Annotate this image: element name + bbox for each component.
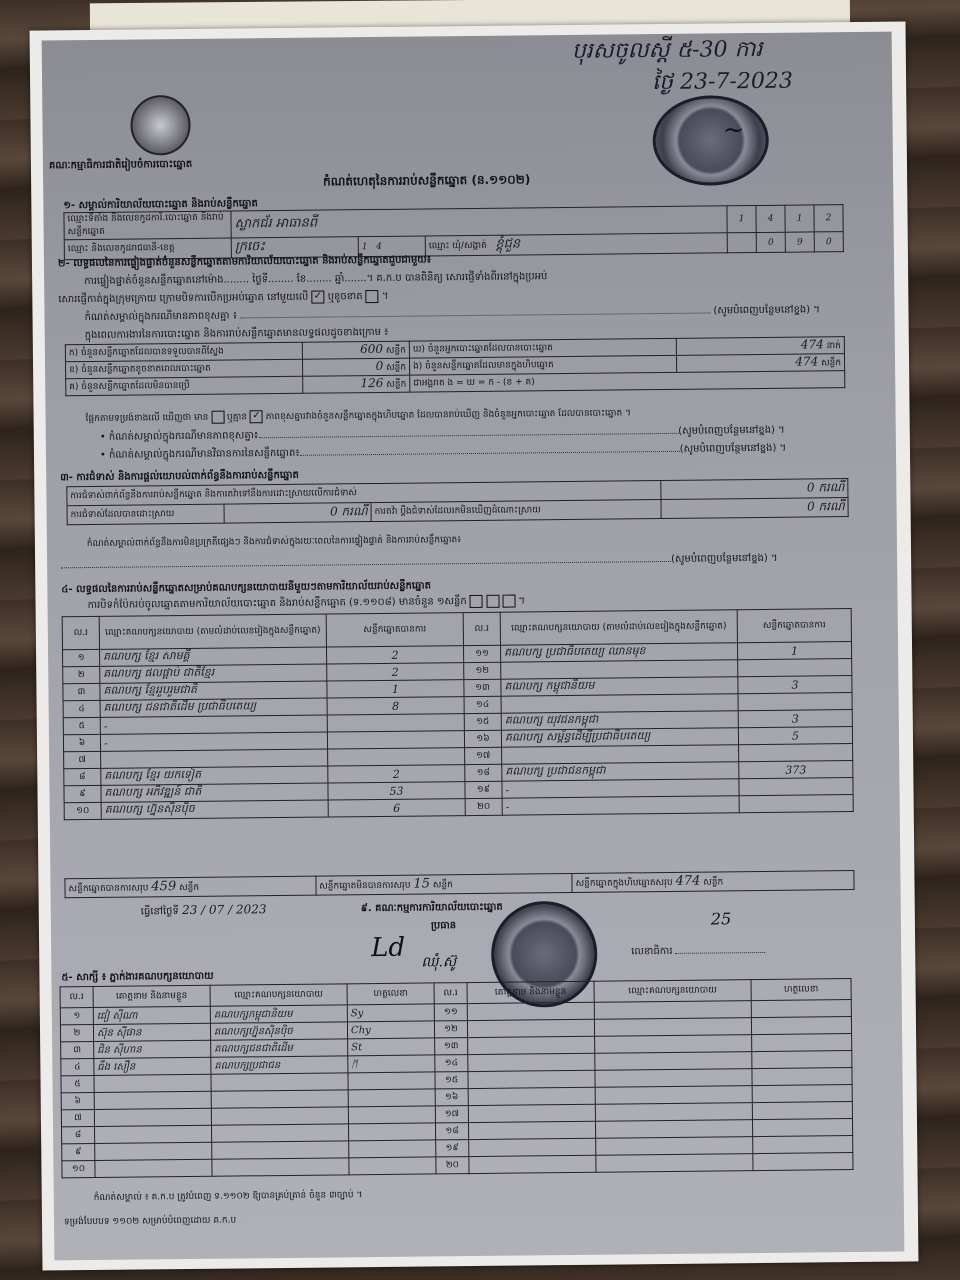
party-name: គណបក្ស ខ្មែររួបរួមជាតិ <box>100 681 327 700</box>
party-votes <box>738 693 852 711</box>
sheet-count-checkbox[interactable] <box>470 594 483 607</box>
form-footer: ទម្រង់បែបបទ ១១០២ សម្រាប់បំពេញដោយ គ.ក.ប <box>63 1215 237 1228</box>
witness-signature: ᛗ <box>348 1055 435 1073</box>
table-row: គ) ចំនួនសន្លឹកឆ្នោតដែលមិនបានប្រើ 126 សន្លឹក ជាអង្គរាត ង = ឃ = ក - (ខ + គ) <box>66 371 845 396</box>
party-votes <box>327 731 464 749</box>
committee-label: ៩. គណៈកម្មការការិយាល័យបោះឆ្នោត <box>360 901 503 915</box>
code-digit: 4 <box>756 205 785 232</box>
section1-table <box>63 204 843 260</box>
witness-signature <box>349 1157 436 1175</box>
witness-party <box>595 1052 752 1071</box>
row-number: ៦ <box>63 734 100 751</box>
handwritten-date-top: ថ្ងៃ 23-7-2023 <box>651 68 794 96</box>
witness-name: ជិន ស៊ីហាន <box>94 1040 211 1058</box>
province-code: 1 4 <box>358 236 425 257</box>
party-name: គណបក្ស ប្រជាធិបតេយ្យ ឈានមុខ <box>500 643 737 662</box>
location-value: ស្លាកជ័រ អាធានពី <box>231 206 727 238</box>
row-number: ១៦ <box>435 1089 468 1106</box>
party-name: គណបក្ស ខ្មែរ យកទៀត <box>101 766 328 785</box>
row-number: ៥ <box>61 1075 94 1092</box>
commune-code-digit: 0 <box>756 232 785 252</box>
witness-signature <box>752 1034 852 1052</box>
party-name: គណបក្ស កម្ពុជានិយម <box>501 677 738 696</box>
party-votes: 3 <box>738 710 852 728</box>
witness-party: គណបក្សកម្ពុជានិយម <box>210 1005 347 1023</box>
row-number: ២០ <box>465 798 502 815</box>
row-number: ១៨ <box>435 1123 468 1140</box>
row-number: ១៧ <box>435 1106 468 1123</box>
row-number: ៦ <box>61 1092 94 1109</box>
location-label: ឈ្មោះទីតាំង និងលេខកូដការិ.បោះឆ្នោត និងរាប់សន្លឹកឆ្នោត <box>64 211 231 240</box>
party-votes <box>739 778 853 796</box>
witness-name <box>468 1121 595 1139</box>
commune-label: ឈ្មោះ ឃុំ/សង្កាត់ ខ្ពុំជួន <box>425 233 727 256</box>
row-number: ១៨ <box>465 764 502 781</box>
province-value: ក្រចេះ <box>231 237 358 258</box>
party-name: - <box>100 732 327 751</box>
section4-heading: ៤- លទ្ធផលនៃការរាប់សន្លឹកឆ្នោតសម្រាប់គណបក្សនយោបាយនីមួយៗតាមការិយាល័យរាប់សន្លឹកឆ្នោត <box>61 580 431 596</box>
party-name: គណបក្ស សម្ព័ន្ធដើម្បីប្រជាធិបតេយ្យ <box>501 728 738 747</box>
party-votes: 2 <box>328 765 465 783</box>
witness-party: គណបក្សប្រជាជន <box>211 1056 348 1074</box>
witness-name: ស៊ុន ស៊ីផាន <box>93 1023 210 1041</box>
section5-heading: ៥- សាក្សី ៖ ភ្នាក់ងារគណបក្សនយោបាយ <box>61 970 214 984</box>
row-number: ៧ <box>64 751 101 768</box>
witness-party <box>596 1137 753 1156</box>
row-number: ២០ <box>436 1157 469 1174</box>
section2-note: កំណត់សម្គាល់ក្នុងករណីមានភាពខុសគ្នា ៖ (សូមបំពេញបន្ថែមនៅខ្នង) ។ <box>84 304 820 324</box>
commune-code-digit: 9 <box>785 232 814 252</box>
party-votes <box>327 714 464 732</box>
row-number: ១១ <box>434 1004 467 1021</box>
party-votes <box>328 748 465 766</box>
row-number: ១២ <box>434 1021 467 1038</box>
row-number: ១៣ <box>464 679 501 696</box>
party-results-table: ល.រ ឈ្មោះគណបក្សនយោបាយ (តាមលំដាប់លេខរៀងក្នុងសន្លឹកឆ្នោត) សន្លឹកឆ្នោតបានការ ល.រ ឈ្មោះគណបក្សនយោបាយ (តាមលំដាប់លេខរៀងក្នុងសន្លឹកឆ្នោត) សន្លឹកឆ្នោតបានការ ១ គណបក្ស ខ្មែរ សាមគ្គី 2 ១១ គណបក្ស ប្រជាធិបតេយ្យ ឈានមុខ 1 ២ គណបក្ស ផលផ្ដាប់ ជាតិខ្មែរ 2 ១២ ៣ គណបក្ស ខ្មែររួបរួមជាតិ 1 ១៣ គណបក្ស កម្ពុជានិយម 3 ៤ គណបក្ស ជនជាតិដើម ប្រជាធិបតេយ្យ 8 ១៤ ៥ - ១៥ គណបក្ស យុវជនកម្ពុជា 3 ៦ - ១៦ គណបក្ស សម្ព័ន្ធដើម្បីប្រជាធិបតេយ្យ 5 ៧ ១៧ ៨ គណបក្ស ខ្មែរ យកទៀត 2 ១៨ គណបក្ស ប្រជាជនកម្ពុជា 373 ៩ គណបក្ស អភិវឌ្ឍន៍ ជាតិ 53 ១៩ - ១០ គណបក្ស ហ្វ៊ុនស៊ិនប៉ិច 6 ២០ - <box>62 608 854 820</box>
witness-party <box>212 1158 349 1176</box>
row-number: ១៤ <box>435 1055 468 1072</box>
sheet-count-checkbox[interactable] <box>502 594 515 607</box>
witness-party <box>595 1069 752 1088</box>
witness-name <box>468 1053 595 1071</box>
damaged-checkbox[interactable] <box>366 289 379 302</box>
witness-name <box>469 1155 596 1173</box>
witness-signature <box>752 1068 852 1086</box>
party-name: គណបក្ស អភិវឌ្ឍន៍ ជាតិ <box>101 783 328 802</box>
witness-name <box>468 1087 595 1105</box>
complaints-table <box>66 478 848 525</box>
bullet-measures: • កំណត់សម្គាល់ក្នុងករណីមានវិធានការនៃសន្លឹកឆ្នោត៖ (សូមបំពេញបន្ថែមនៅខ្នង) ។ <box>99 442 787 461</box>
org-name: គណៈកម្មាធិការជាតិរៀបចំការបោះឆ្នោត <box>48 158 193 172</box>
party-name: គណបក្ស យុវជនកម្ពុជា <box>501 711 738 730</box>
row-number: ១៧ <box>465 747 502 764</box>
witness-party <box>211 1107 348 1125</box>
row-number: ៣ <box>61 1041 94 1058</box>
page-title: កំណត់ហេតុនៃការរាប់សន្លឹកឆ្នោត (ន.១១០២) <box>323 172 531 189</box>
code-digit: 1 <box>785 205 814 232</box>
row-number: ១៤ <box>464 696 501 713</box>
witness-signature <box>751 1000 851 1018</box>
witness-name <box>467 1019 594 1037</box>
row-number: ១៩ <box>465 781 502 798</box>
chair-name: ឈុំ.ស៊ូ <box>421 954 457 971</box>
section1-heading: ១- សម្គាល់ការិយាល័យបោះឆ្នោត និងរាប់សន្លឹកឆ្នោត <box>63 198 258 212</box>
witness-name <box>94 1091 211 1109</box>
witness-name <box>468 1070 595 1088</box>
party-votes: 8 <box>327 697 464 715</box>
witness-signature: Chy <box>347 1021 434 1039</box>
province-label: ឈ្មោះ និងលេខកូដរាជធានី-ខេត្ត <box>64 238 231 260</box>
witness-signature: St <box>348 1038 435 1056</box>
bullet-difference: • កំណត់សម្គាល់ក្នុងករណីមានភាពខុសគ្នា៖ (សូមបំពេញបន្ថែមនៅខ្នង) ។ <box>99 424 785 443</box>
row-number: ៥ <box>63 717 100 734</box>
form-sheet <box>42 32 905 1261</box>
party-name: - <box>502 779 739 798</box>
witness-party <box>212 1141 349 1159</box>
witness-party <box>212 1124 349 1142</box>
section3-heading: ៣- ការជំទាស់ និងការផ្ដល់យោបល់ពាក់ព័ន្ធនឹងការរាប់សន្លឹកឆ្នោត <box>60 469 299 484</box>
signature-top: ~ <box>722 115 745 146</box>
witness-name <box>95 1159 212 1177</box>
row-number: ១៩ <box>436 1140 469 1157</box>
witness-party <box>211 1073 348 1091</box>
witness-signature <box>752 1051 852 1069</box>
row-number: ១ <box>60 1007 93 1024</box>
row-number: ២ <box>60 1024 93 1041</box>
difference-yes-checkbox[interactable] <box>211 411 224 424</box>
equality-line: ផ្អែកតាមទម្រង់ខាងលើ ឃើញថា មាន ឬគ្មាន ✓ ភាពខុសគ្នារវាងចំនួនសន្លឹកឆ្នោតក្នុងហិបឆ្នោត ដែលបានរាប់ឃើញ និងចំនួនអ្នកបោះឆ្នោត ដែលបានបោះឆ្នោត ។ <box>85 408 631 425</box>
party-name: គណបក្ស ប្រជាជនកម្ពុជា <box>502 762 739 781</box>
party-name: គណបក្ស ខ្មែរ សាមគ្គី <box>100 647 327 666</box>
date-line: ធ្វើនៅថ្ងៃទី 23 / 07 / 2023 <box>140 902 267 918</box>
row-number: ៩ <box>62 1143 95 1160</box>
witness-name <box>467 1002 594 1020</box>
party-votes: 5 <box>738 727 852 745</box>
nec-emblem-icon <box>130 95 191 156</box>
sheet-count-checkbox[interactable] <box>486 594 499 607</box>
party-votes <box>738 659 852 677</box>
row-number: ១ <box>63 649 100 666</box>
party-votes: 2 <box>327 663 464 681</box>
section4-intro: ការបិទកំប៉ែករប់ចូលឆ្នោតតាមការិយាល័យបោះឆ្នោត និងរាប់សន្លឹកឆ្នោត (ទ.១១០៨) មានចំនួន ១សន្លឹក ។ <box>87 595 526 612</box>
code-digit: 2 <box>814 205 843 232</box>
section2-heading: ២- លទ្ធផលនៃការផ្ទៀងផ្ទាត់ចំនួនសន្លឹកឆ្នោតតាមការិយាល័យបោះឆ្នោត និងរាប់សន្លឹកឆ្នោតជួបជាមួយ៖ <box>57 254 432 270</box>
witness-signature <box>348 1106 435 1124</box>
witness-name <box>94 1108 211 1126</box>
witness-party: គណបក្សហ្វ៊ុនស៊ិនប៉ិច <box>210 1022 347 1040</box>
witness-signature <box>752 1085 852 1103</box>
difference-no-checkbox[interactable]: ✓ <box>250 410 263 423</box>
party-votes: 3 <box>738 676 852 694</box>
secretary-signature: 25 <box>710 909 732 929</box>
row-number: ៣ <box>63 683 100 700</box>
witness-name: ជៀ ស៊ីណា <box>93 1006 210 1024</box>
witness-party <box>211 1090 348 1108</box>
section3-note-line: (សូមបំពេញបន្ថែមនៅខ្នង) ។ <box>61 550 861 573</box>
party-name: គណបក្ស ហ្វ៊ុនស៊ិនប៉ិច <box>101 800 328 819</box>
section3-note: កំណត់សម្គាល់ពាក់ព័ន្ធនឹងការមិនប្រក្រតីផ្សេងៗ និងការជំទាស់ក្នុងរយៈពេលនៃការផ្ទៀងផ្ទាត់ និងការរាប់សន្លឹកឆ្នោត៖ <box>86 535 462 550</box>
row-number: ១៥ <box>435 1072 468 1089</box>
table-row: ខ) ចំនួនសន្លឹកឆ្នោតខូចខាតពេលបោះឆ្នោត 0 សន្លឹក ង) ចំនួនសន្លឹកឆ្នោតដែលមានក្នុងហិបឆ្នោត 474 សន្លឹក <box>66 354 845 379</box>
row-number: ១២ <box>464 662 501 679</box>
witness-signature <box>348 1123 435 1141</box>
party-votes: 53 <box>328 782 465 800</box>
witness-party <box>595 1120 752 1139</box>
witness-name: ធឹង សឿន <box>94 1057 211 1075</box>
witness-name <box>468 1036 595 1054</box>
witness-party <box>595 1035 752 1054</box>
party-name: - <box>100 715 327 734</box>
party-name: គណបក្ស ផលផ្ដាប់ ជាតិខ្មែរ <box>100 664 327 683</box>
row-number: ៩ <box>64 785 101 802</box>
table-row: ក) ចំនួនសន្លឹកឆ្នោតដែលបានទទួលបានពីស្ទែង 600 សន្លឹក ឃ) ចំនួនអ្នកបោះឆ្នោតដែលបានបោះឆ្នោត 474 នាក់ <box>65 337 844 362</box>
row-number: ៤ <box>61 1058 94 1075</box>
witness-signature <box>348 1089 435 1107</box>
witness-party <box>595 1103 752 1122</box>
row-number: ១០ <box>62 1160 95 1177</box>
witness-party <box>595 1086 752 1105</box>
table-row: ការជំទាស់ដែលបានដោះស្រាយ 0 ករណី ការតវ៉ា ប្ដឹងជំទាស់ដែលរកមិនឃើញដំណោះស្រាយ 0 ករណី <box>67 498 848 525</box>
party-votes <box>739 795 853 813</box>
witness-signature <box>753 1136 853 1154</box>
section2-result-intro: ក្នុងពេលការងារនៃការបោះឆ្នោត និងការរាប់សន្លឹកឆ្នោតមានលទ្ធផលដូចខាងក្រោម ៖ <box>84 326 389 342</box>
witness-signature: Sy <box>347 1004 434 1022</box>
party-name: គណបក្ស ជនជាតិដើម ប្រជាធិបតេយ្យ <box>100 698 327 717</box>
row-number: ១០ <box>64 802 101 819</box>
code-digit: 1 <box>727 206 756 233</box>
table-row: ការជំទាស់ពាក់ព័ន្ធនឹងការរាប់សន្លឹកឆ្នោត និងការតវ៉ាទៅនឹងការដោះស្រាយលើការជំទាស់ 0 ករណី <box>67 479 848 506</box>
chair-signature: Ld <box>371 932 406 964</box>
intact-checkbox[interactable]: ✓ <box>311 290 324 303</box>
witness-name <box>469 1138 596 1156</box>
section2-line1: ការផ្ទៀងផ្ទាត់ចំនួនសន្លឹកឆ្នោតនៅម៉ោង........ ថ្ងៃទី........ ខែ........ ឆ្នាំ.......។ គ.ក.ប បានពិនិត្យ សោរផ្ញើទាំងពីរនៅក្នុងប្រអប់ <box>84 271 548 288</box>
party-name: - <box>502 796 739 815</box>
commune-code-digit: 0 <box>814 232 843 252</box>
party-votes: 2 <box>327 646 464 664</box>
witness-signature <box>348 1072 435 1090</box>
witness-name <box>94 1074 211 1092</box>
section5-note: កំណត់សម្គាល់ ៖ គ.ក.ប ត្រូវបំពេញ ទ.១១០២ ឱ្យបានគ្រប់គ្រាន់ ចំនួន ៣ច្បាប់ ។ <box>93 1190 363 1204</box>
row-number: ១៦ <box>464 730 501 747</box>
row-number: ៨ <box>62 1126 95 1143</box>
row-number: ១១ <box>463 645 500 662</box>
party-votes <box>739 744 853 762</box>
handwritten-note-top: បុរសចូលស្ដី ៥-30 ការ <box>571 36 763 64</box>
row-number: ៨ <box>64 768 101 785</box>
totals-row: សន្លឹកឆ្នោតបានការសរុប 459 សន្លឹក សន្លឹកឆ្នោតមិនបានការសរុប 15 សន្លឹក សន្លឹកឆ្នោតក្នុងហិបឆ្នោតសរុប 474 សន្លឹក <box>64 870 854 898</box>
witness-signature <box>751 1017 851 1035</box>
party-votes: 373 <box>739 761 853 779</box>
witness-name <box>95 1125 212 1143</box>
row-number: ៧ <box>61 1109 94 1126</box>
row-number: ៤ <box>63 700 100 717</box>
secretary-label: លេខាធិការ <box>631 943 766 959</box>
witness-name <box>95 1142 212 1160</box>
witness-party <box>594 1018 751 1037</box>
party-votes: 1 <box>737 642 851 660</box>
witness-signature <box>349 1140 436 1158</box>
witness-party <box>594 1001 751 1020</box>
witness-signature <box>752 1119 852 1137</box>
row-number: ១៥ <box>464 713 501 730</box>
ballot-count-table <box>65 336 846 396</box>
section2-line2: សោរផ្ញើកាត់ក្នុងក្រុមក្រោយ ក្រោមបិទការបើកប្រអប់ឆ្នោត នៅមួយលើ ✓ ឬខូចខាត ។ <box>58 290 389 306</box>
witness-signature <box>753 1153 853 1171</box>
party-votes: 1 <box>327 680 464 698</box>
row-number: ២ <box>63 666 100 683</box>
witness-table: ល.រ គោត្តនាម និងនាមខ្លួន ឈ្មោះគណបក្សនយោបាយ ហត្ថលេខា ល.រ គោត្តនាម និងនាមខ្លួន ឈ្មោះគណបក្សនយោបាយ ហត្ថលេខា ១ ជៀ ស៊ីណា គណបក្សកម្ពុជានិយម Sy ១១ ២ ស៊ុន ស៊ីផាន គណបក្សហ្វ៊ុនស៊ិនប៉ិច Chy ១២ ៣ ជិន ស៊ីហាន គណបក្សជនជាតិដើម St ១៣ ៤ ធឹង សឿន គណបក្សប្រជាជន ᛗ ១៤ ៥ ១៥ ៦ ១៦ ៧ ១៧ ៨ ១៨ ៩ ១៩ ១០ ២០ <box>60 978 854 1178</box>
witness-signature <box>752 1102 852 1120</box>
chair-label: ប្រធាន <box>430 920 457 932</box>
official-seal-top <box>652 95 769 186</box>
witness-name <box>468 1104 595 1122</box>
witness-party: គណបក្សជនជាតិដើម <box>211 1039 348 1057</box>
party-votes: 6 <box>328 799 465 817</box>
witness-party <box>596 1154 753 1173</box>
row-number: ១៣ <box>435 1038 468 1055</box>
